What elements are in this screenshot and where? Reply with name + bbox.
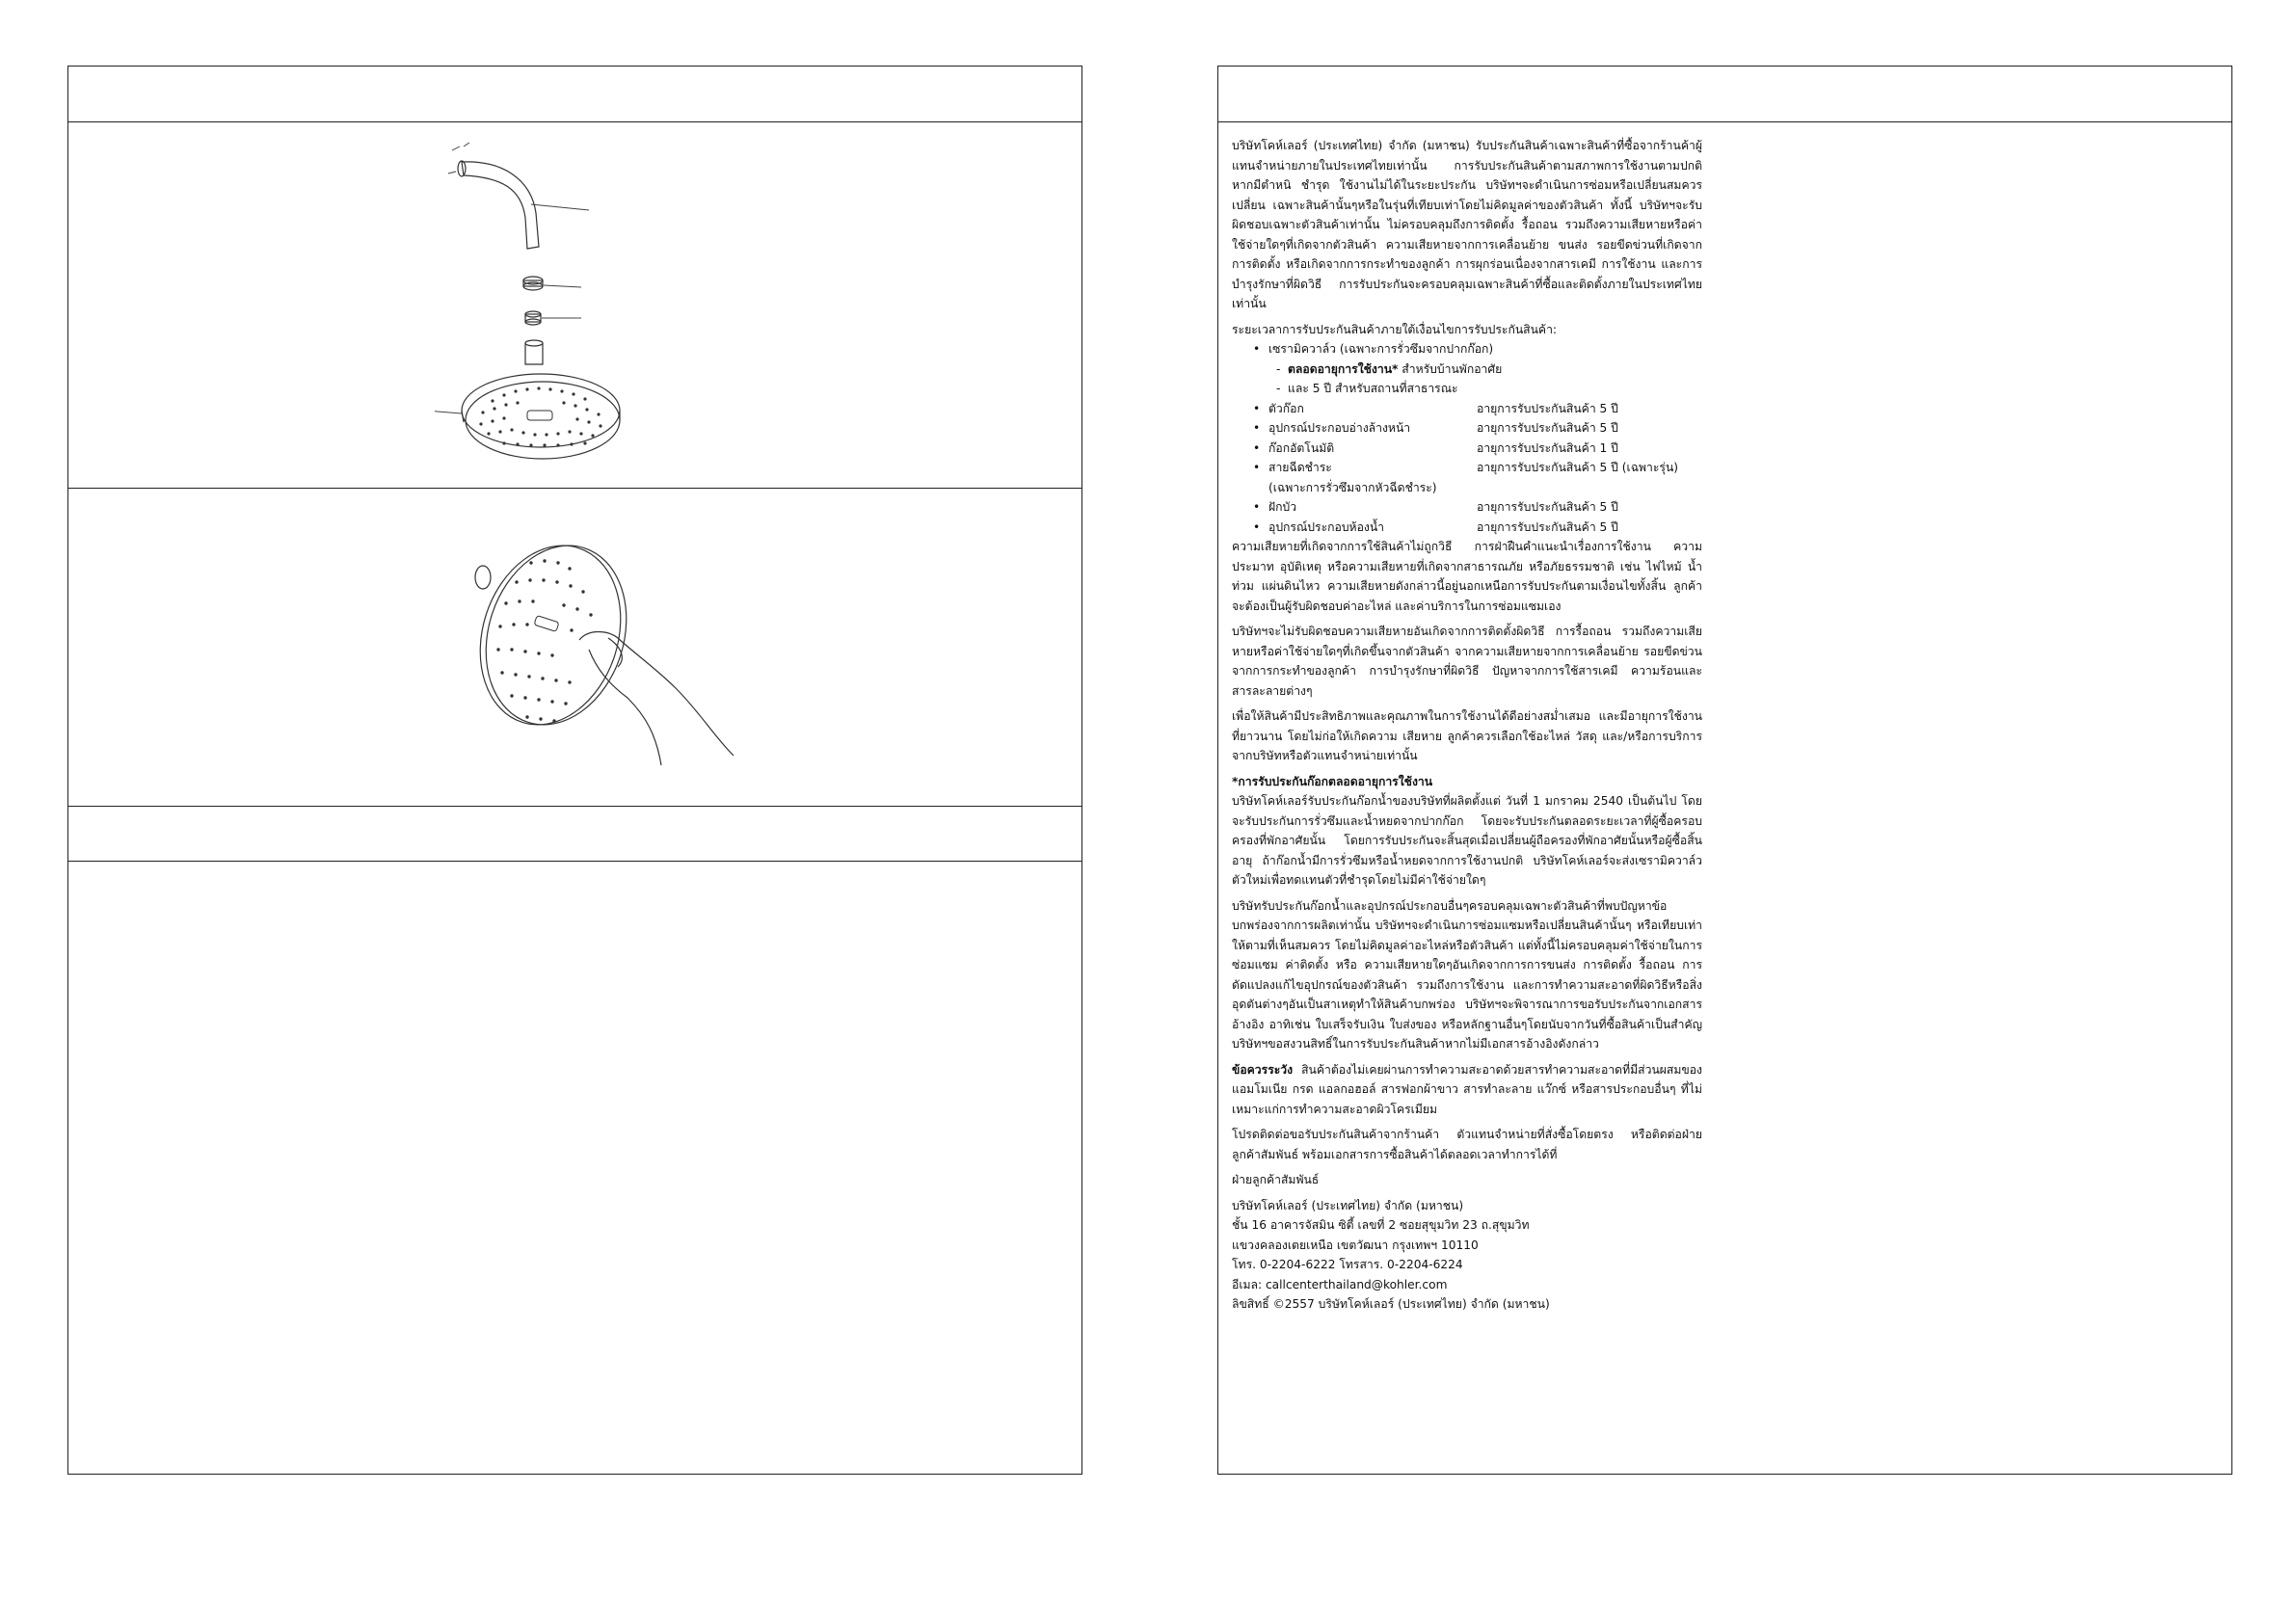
hand-outline (579, 632, 734, 766)
lifetime-label: ตลอดอายุการใช้งาน* (1288, 361, 1399, 376)
contact-instructions: โปรดติดต่อขอรับประกันสินค้าจากร้านค้า ตัวแทนจำหน่ายที่สั่งซื้อโดยตรง หรือติดต่อฝ่ายลูกค้าสัมพันธ์ พร้อมเอกสารการซื้อสินค้าได้ตลอดเวลาทำการได้ที่ (1232, 1128, 1702, 1161)
customer-relations-dept: ฝ่ายลูกค้าสัมพันธ์ (1232, 1173, 1320, 1186)
installation-exclusions: บริษัทฯจะไม่รับผิดชอบความเสียหายอันเกิดจากการติดตั้งผิดวิธี การรื้อถอน รวมถึงความเสียหายหรือค่าใช้จ่ายใดๆที่เกิดขึ้นจากตัวสินค้า จากความเสียหายจากการเคลื่อนย้าย รอยขีดข่วนจากการกระทำของลูกค้า การบำรุงรักษาที่ผิดวิธี ปัญหาจากการใช้สารเคมี ความร้อนและสารละลายต่างๆ (1232, 625, 1702, 698)
item-term: อายุการรับประกันสินค้า 5 ปี (1477, 421, 1618, 435)
item-term: อายุการรับประกันสินค้า 5 ปี (1477, 500, 1618, 514)
list-item (1232, 439, 1702, 459)
item-term: อายุการรับประกันสินค้า 1 ปี (1477, 440, 1618, 455)
nozzle-cleaning-hand-diagram (464, 524, 791, 775)
lifetime-terms: บริษัทโคห์เลอร์รับประกันก๊อกน้ำของบริษัทที่ผลิตตั้งแต่ วันที่ 1 มกราคม 2540 เป็นต้นไป โดยจะรับประกันการรั่วซึมและน้ำหยดจากปากก๊อก โดยจะรับประกันตลอดระยะเวลาที่ผู้ซื้อครอบครองที่พักอาศัยนั้น โดยการรับประกันจะสิ้นสุดเมื่อเปลี่ยนผู้ถือครองที่พักอาศัยนั้นหรือผู้ซื้อสิ้นอายุ ถ้าก๊อกน้ำมีการรั่วซึมหรือน้ำหยดจากการใช้งานปกติ บริษัทโคห์เลอร์จะส่งเซรามิควาล์วตัวใหม่เพื่อทดแทนตัวที่ชำรุดโดยไม่มีค่าใช้จ่ายใดๆ (1232, 794, 1702, 887)
list-item: • เซรามิควาล์ว (เฉพาะการรั่วซึมจากปากก๊อก) (1232, 339, 1702, 359)
installation-diagram-panel (68, 121, 1081, 489)
lifetime-title-text: *การรับประกันก๊อกตลอดอายุการใช้งาน (1232, 774, 1433, 788)
shower-head-exploded-diagram (435, 141, 685, 468)
shower-arm (462, 162, 539, 249)
lifetime-title (1232, 772, 1702, 792)
cleaning-diagram-panel (68, 488, 1081, 807)
shower-head-face (464, 527, 643, 743)
left-mid-header-bar (68, 806, 1081, 862)
warranty-period-list (1232, 339, 1702, 537)
warranty-text (1232, 136, 1702, 1315)
item-name: • สายฉีดชำระ (1268, 461, 1332, 474)
item-name: • อุปกรณ์ประกอบอ่างล้างหน้า (1268, 421, 1411, 435)
address-line-2: แขวงคลองเตยเหนือ เขตวัฒนา กรุงเทพฯ 10110 (1232, 1238, 1479, 1252)
head-connector (475, 566, 491, 589)
left-page (67, 66, 1082, 1475)
item-term: อายุการรับประกันสินค้า 5 ปี (เฉพาะรุ่น) (1477, 461, 1679, 474)
lifetime-rest: สำหรับบ้านพักอาศัย (1398, 361, 1503, 376)
caution-text: สินค้าต้องไม่เคยผ่านการทำความสะอาดด้วยสารทำความสะอาดที่มีส่วนผสมของ แอมโมเนีย กรด แอลกอฮอล์ สารฟอกผ้าขาว สารทำละลาย แว๊กซ์ หรือสารประกอบอื่นๆ ที่ไม่เหมาะแก่การทำความสะอาดผิวโครเมียม (1232, 1062, 1702, 1116)
warranty-period-intro: ระยะเวลาการรับประกันสินค้าภายใต้เงื่อนไขการรับประกันสินค้า: (1232, 322, 1558, 336)
list-item: - และ 5 ปี สำหรับสถานที่สาธารณะ (1232, 379, 1702, 399)
nozzle-dots (479, 386, 601, 446)
parts-advice: เพื่อให้สินค้ามีประสิทธิภาพและคุณภาพในการใช้งานได้ดีอย่างสม่ำเสมอ และมีอายุการใช้งานที่ยาวนาน โดยไม่ก่อให้เกิดความ เสียหาย ลูกค้าควรเลือกใช้อะไหล่ วัสดุ และ/หรือการบริการจากบริษัทหรือตัวแทนจำหน่ายเท่านั้น (1232, 709, 1702, 762)
damage-exclusions: ความเสียหายที่เกิดจากการใช้สินค้าไม่ถูกวิธี การฝ่าฝืนคำแนะนำเรื่องการใช้งาน ความประมาท อุบัติเหตุ หรือความเสียหายที่เกิดจากสาธารณภัย หรือภัยธรรมชาติ เช่น ไฟไหม้ น้ำท่วม แผ่นดินไหว ความเสียหายดังกล่าวนี้อยู่นอกเหนือการรับประกันตามเงื่อนไขทั้งสิ้น ลูกค้าจะต้องเป็นผู้รับผิดชอบค่าอะไหล่ และค่าบริการในการซ่อมแซมเอง (1232, 540, 1702, 613)
item-term: อายุการรับประกันสินค้า 5 ปี (1477, 401, 1618, 415)
caution-label: ข้อควรระวัง (1232, 1062, 1294, 1077)
list-item (1232, 418, 1702, 439)
list-item (1232, 497, 1702, 518)
item-term: อายุการรับประกันสินค้า 5 ปี (1477, 519, 1618, 534)
item-name: • ฝักบัว (1268, 500, 1297, 514)
company-name: บริษัทโคห์เลอร์ (ประเทศไทย) จำกัด (มหาชน) (1232, 1198, 1464, 1212)
copyright: ลิขสิทธิ์ ©2557 บริษัทโคห์เลอร์ (ประเทศไทย) จำกัด (มหาชน) (1232, 1297, 1550, 1311)
list-item (1232, 399, 1702, 419)
item-name: • ก๊อกอัตโนมัติ (1268, 440, 1335, 455)
item-name: • ตัวก๊อก (1268, 401, 1304, 415)
list-item (1232, 518, 1702, 538)
warranty-intro: บริษัทโคห์เลอร์ (ประเทศไทย) จำกัด (มหาชน) รับประกันสินค้าเฉพาะสินค้าที่ซื้อจากร้านค้าผู้แทนจำหน่ายภายในประเทศไทยเท่านั้น การรับประกันสินค้าตามสภาพการใช้งานตามปกติ หากมีตำหนิ ชำรุด ใช้งานไม่ได้ในระยะประกัน บริษัทฯจะดำเนินการซ่อมหรือเปลี่ยนสมควรเปลี่ยน เฉพาะสินค้านั้นๆหรือในรุ่นที่เทียบเท่าโดยไม่คิดมูลค่าของตัวสินค้า ทั้งนี้ บริษัทฯจะรับผิดชอบเฉพาะตัวสินค้าเท่านั้น ไม่ครอบคลุมถึงการติดตั้ง รื้อถอน รวมถึงความเสียหายหรือค่าใช้จ่ายใดๆที่เกิดจากตัวสินค้า ความเสียหายจากการเคลื่อนย้าย ขนส่ง รอยขีดข่วนที่เกิดจากการติดตั้ง หรือเกิดจากการกระทำของลูกค้า การผุกร่อนเนื่องจากสารเคมี การใช้งาน และการบำรุงรักษาที่ผิดวิธี การรับประกันจะครอบคลุมเฉพาะสินค้าที่ซื้อและติดตั้งภายในประเทศไทยเท่านั้น (1232, 139, 1702, 310)
address-line-1: ชั้น 16 อาคารจัสมิน ซิตี้ เลขที่ 2 ซอยสุขุมวิท 23 ถ.สุขุมวิท (1232, 1218, 1530, 1232)
right-header-bar (1218, 67, 2231, 122)
item-name: • อุปกรณ์ประกอบห้องน้ำ (1268, 519, 1385, 534)
left-header-bar (68, 67, 1081, 122)
email: อีเมล: callcenterthailand@kohler.com (1232, 1277, 1448, 1291)
caution (1232, 1060, 1702, 1120)
defect-terms: บริษัทรับประกันก๊อกน้ำและอุปกรณ์ประกอบอื่นๆครอบคลุมเฉพาะตัวสินค้าที่พบปัญหาข้อบกพร่องจากการผลิตเท่านั้น บริษัทฯจะดำเนินการซ่อมแซมหรือเปลี่ยนสินค้านั้นๆ หรือเทียบเท่าให้ตามที่เห็นสมควร โดยไม่คิดมูลค่าอะไหล่หรือตัวสินค้า แต่ทั้งนี้ไม่ครอบคลุมค่าใช้จ่ายในการซ่อมแซม ค่าติดตั้ง หรือ ความเสียหายใดๆอันเกิดจากการการขนส่ง การติดตั้ง รื้อถอน การดัดแปลงแก้ไขอุปกรณ์ของตัวสินค้า รวมถึงการใช้งาน และการทำความสะอาดที่ผิดวิธีหรือสิ่งอุดตันต่างๆอันเป็นสาเหตุทำให้สินค้าบกพร่อง บริษัทฯจะพิจารณาการขอรับประกันจากเอกสารอ้างอิง อาทิเช่น ใบเสร็จรับเงิน ใบส่งของ หรือหลักฐานอื่นๆโดยนับจากวันที่ซื้อสินค้าเป็นสำคัญ บริษัทฯขอสงวนสิทธิ์ในการรับประกันสินค้าหากไม่มีเอกสารอ้างอิงดังกล่าว (1232, 898, 1702, 1051)
contact-block (1232, 1196, 1702, 1315)
nozzle-dots-2 (496, 559, 592, 722)
phone-fax: โทร. 0-2204-6222 โทรสาร. 0-2204-6224 (1232, 1258, 1463, 1271)
list-item (1232, 458, 1702, 478)
hose-note-text: (เฉพาะการรั่วซึมจากหัวฉีดชำระ) (1268, 480, 1437, 494)
hose-note (1232, 478, 1702, 498)
list-item (1232, 359, 1702, 380)
right-page (1217, 66, 2232, 1475)
